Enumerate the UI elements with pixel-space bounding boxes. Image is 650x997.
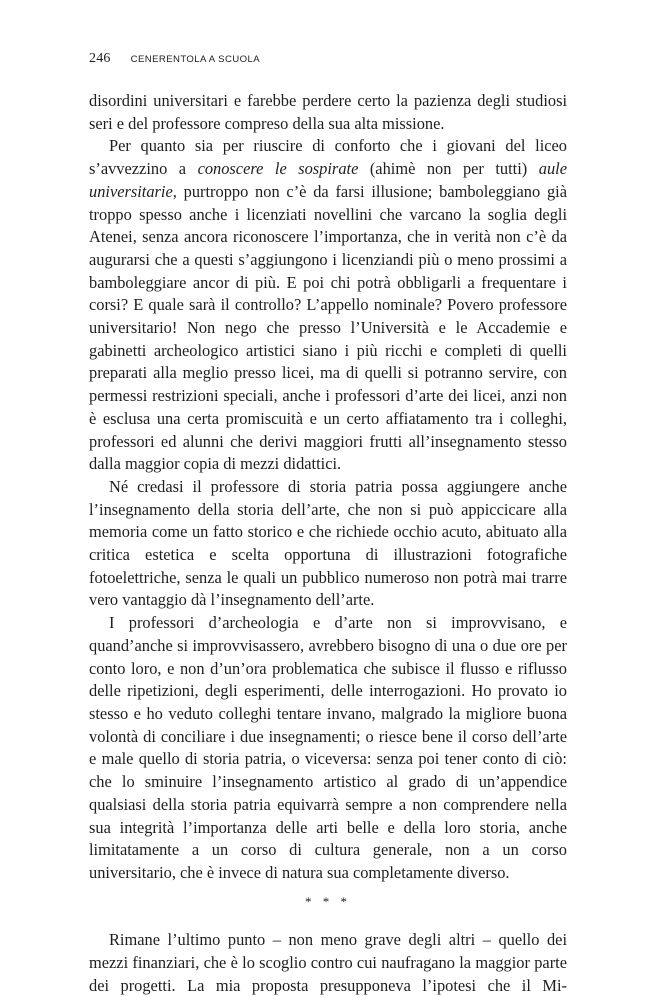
paragraph-1: disordini universitari e farebbe perdere certo la pazienza degli studiosi seri e del professore compreso della sua alta missione. [89,91,567,133]
page-header [89,51,260,67]
body-text [89,90,567,997]
paragraph-2-part-c: , purtroppo non c’è da farsi illusione; bamboleggiano già troppo spesso anche i licenziati novellini che varcano la soglia degli Atenei, senza ancora riconoscere l’importanza, che in verità non c’è da augurarsi che a questi s’aggiungono i licenziandi più o meno prossimi a bamboleggiare ancor di più. E poi chi potrà obbligarli a frequentare i corsi? E quale sarà il controllo? L’appello nominale? Povero professore universitario! Non nego che presso l’Università e le Accademie e gabinetti archeologico artistici siano i più ricchi e completi di quelli preparati alla meglio presso licei, ma di quelli si potranno servire, con permessi restrizioni speciali, anche i professori d’arte dei licei, anzi non è esclusa una certa promiscuità e un certo affiatamento tra i colleghi, professori ed alunni che derivi maggiori frutti all’insegnamento stesso dalla maggior copia di mezzi didattici. [89,181,567,474]
page-number: 246 [89,51,111,66]
paragraph-2-italic-1: conoscere le sospirate [197,159,359,179]
section-separator: * * * [305,893,351,909]
paragraph-4: I professori d’archeologia e d’arte non si improvvisano, e quand’anche si improvvisassero, avrebbero bisogno di una o due ore per conto loro, e non d’un’ora problematica che subisce il flusso e riflusso delle ripetizioni, degli esperimenti, delle interrogazioni. Ho provato io stesso e ho veduto colleghi tentare invano, malgrado la migliore buona volontà di conciliare i due insegnamenti; o riesce bene il corso dell’arte e male quello di storia patria, o viceversa: senza poi tener conto di ciò: che lo sminuire l’insegnamento artistico al grado di un’appendice qualsiasi della storia patria equivarrà sempre a non comprendere nella sua integrità l’importanza delle arti belle e della loro storia, anche limitatamente a un corso di cultura generale, non a un corso universitario, che è invece di natura sua completamente diverso. [89,613,567,882]
paragraph-2-part-a: Per quanto sia per riuscire di conforto che i giovani del liceo s’avvezzino a [89,136,567,179]
running-title: CENERENTOLA A SCUOLA [130,54,260,65]
paragraph-2 [89,135,567,476]
paragraph-5: Rimane l’ultimo punto – non meno grave degli altri – quello dei mezzi finanziari, che è lo scoglio contro cui naufragano la maggior parte dei progetti. La mia proposta presupponeva l’ipotesi che il Mi- [89,930,567,995]
paragraph-3: Né credasi il professore di storia patria possa aggiungere anche l’insegnamento della storia dell’arte, che non si può appiccicare alla memoria come un fatto storico e che richiede occhio acuto, abituato alla critica estetica e scelta opportuna di illustrazioni fotografiche fotoelettriche, senza le quali un pubblico numeroso non potrà mai trarre vero vantaggio dà l’insegnamento dell’arte. [89,476,567,610]
paragraph-2-part-b: (ahimè non per tutti) [358,159,539,179]
paragraph-2-italic-2: aule universitarie [89,159,567,201]
